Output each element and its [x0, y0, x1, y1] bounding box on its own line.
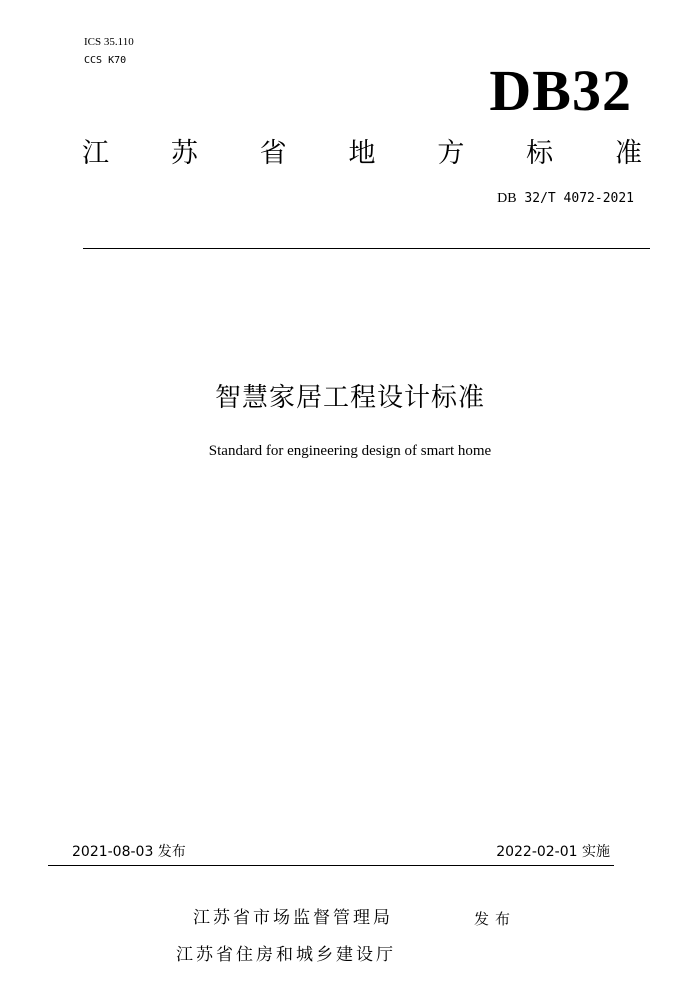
ics-code: ICS 35.110: [84, 36, 134, 48]
standard-level-char: 标: [526, 138, 554, 169]
standard-number: [497, 191, 634, 207]
issuer-market-regulation: 江苏省市场监督管理局: [193, 908, 393, 928]
standard-level-char: 方: [437, 138, 465, 169]
standard-level-heading: [82, 136, 642, 172]
document-title-zh: 智慧家居工程设计标准: [214, 383, 485, 413]
ccs-code: CCS K70: [84, 55, 127, 66]
standard-level-char: 准: [614, 138, 642, 169]
bottom-divider: [48, 865, 614, 866]
issue-label: 发布: [474, 910, 517, 928]
document-title-en: Standard for engineering design of smart home: [208, 443, 492, 459]
implementation-date: 2022-02-01 实施: [496, 844, 610, 860]
standard-level-char: 江: [82, 138, 109, 169]
standard-number-prefix: DB: [497, 191, 517, 206]
standard-number-code: 32/T 4072-2021: [524, 191, 634, 206]
standard-level-char: 省: [259, 138, 287, 169]
issuer-housing-construction: 江苏省住房和城乡建设厅: [176, 945, 396, 965]
issue-date: 2021-08-03 发布: [72, 844, 186, 860]
db-logo: DB32: [489, 58, 632, 123]
standard-level-char: 地: [348, 138, 376, 169]
top-divider: [83, 248, 650, 249]
standard-level-char: 苏: [170, 138, 198, 169]
